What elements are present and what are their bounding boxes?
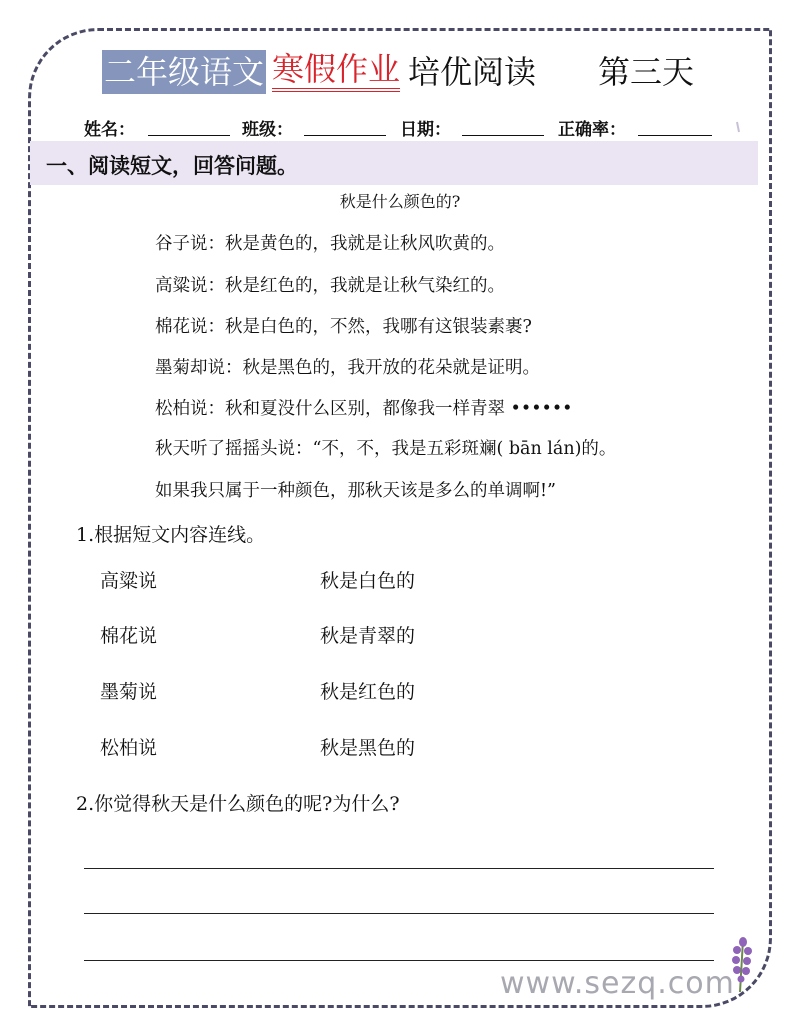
answer-line[interactable]	[84, 868, 714, 869]
date-label: 日期：	[400, 120, 451, 140]
passage-line: 谷子说：秋是黄色的，我就是让秋风吹黄的。	[155, 234, 505, 254]
match-left-item[interactable]: 墨菊说	[100, 681, 158, 703]
match-right-item[interactable]: 秋是黑色的	[320, 737, 416, 759]
passage-line: 棉花说：秋是白色的，不然，我哪有这银装素裹?	[155, 317, 532, 337]
passage-line: 墨菊却说：秋是黑色的，我开放的花朵就是证明。	[155, 358, 540, 378]
title-grade-subject: 二年级语文	[102, 50, 266, 94]
match-right-item[interactable]: 秋是红色的	[320, 681, 416, 703]
match-left-item[interactable]: 松柏说	[100, 737, 158, 759]
title-day: 第三天	[598, 53, 695, 91]
corner-tick-icon	[735, 120, 743, 134]
match-left-item[interactable]: 棉花说	[100, 625, 158, 647]
section-heading: 一、阅读短文，回答问题。	[46, 153, 298, 178]
passage-line: 高粱说：秋是红色的，我就是让秋气染红的。	[155, 276, 505, 296]
passage-line: 如果我只属于一种颜色，那秋天该是多么的单调啊!”	[155, 481, 556, 501]
answer-line[interactable]	[84, 913, 714, 914]
passage-line: 秋天听了摇摇头说：“不，不，我是五彩斑斓( bān lán)的。	[155, 439, 617, 459]
match-right-item[interactable]: 秋是青翠的	[320, 625, 416, 647]
passage-title: 秋是什么颜色的?	[339, 192, 461, 211]
question-1-prompt: 1.根据短文内容连线。	[76, 524, 266, 546]
match-right-item[interactable]: 秋是白色的	[320, 570, 416, 592]
accuracy-label: 正确率：	[558, 120, 626, 140]
answer-line[interactable]	[84, 960, 714, 961]
question-2-prompt: 2.你觉得秋天是什么颜色的呢?为什么?	[76, 793, 400, 815]
passage-line: 松柏说：秋和夏没什么区别，都像我一样青翠 ••••••	[155, 399, 573, 419]
page-title	[0, 50, 800, 96]
title-winter-homework: 寒假作业	[272, 50, 400, 92]
class-label: 班级：	[242, 120, 293, 140]
accuracy-field[interactable]	[638, 135, 712, 136]
match-left-item[interactable]: 高粱说	[100, 570, 158, 592]
watermark: www.sezq.com	[500, 966, 735, 1001]
name-field[interactable]	[148, 135, 230, 136]
name-label: 姓名：	[84, 120, 135, 140]
title-reading: 培优阅读	[408, 53, 537, 91]
date-field[interactable]	[462, 135, 544, 136]
class-field[interactable]	[304, 135, 386, 136]
